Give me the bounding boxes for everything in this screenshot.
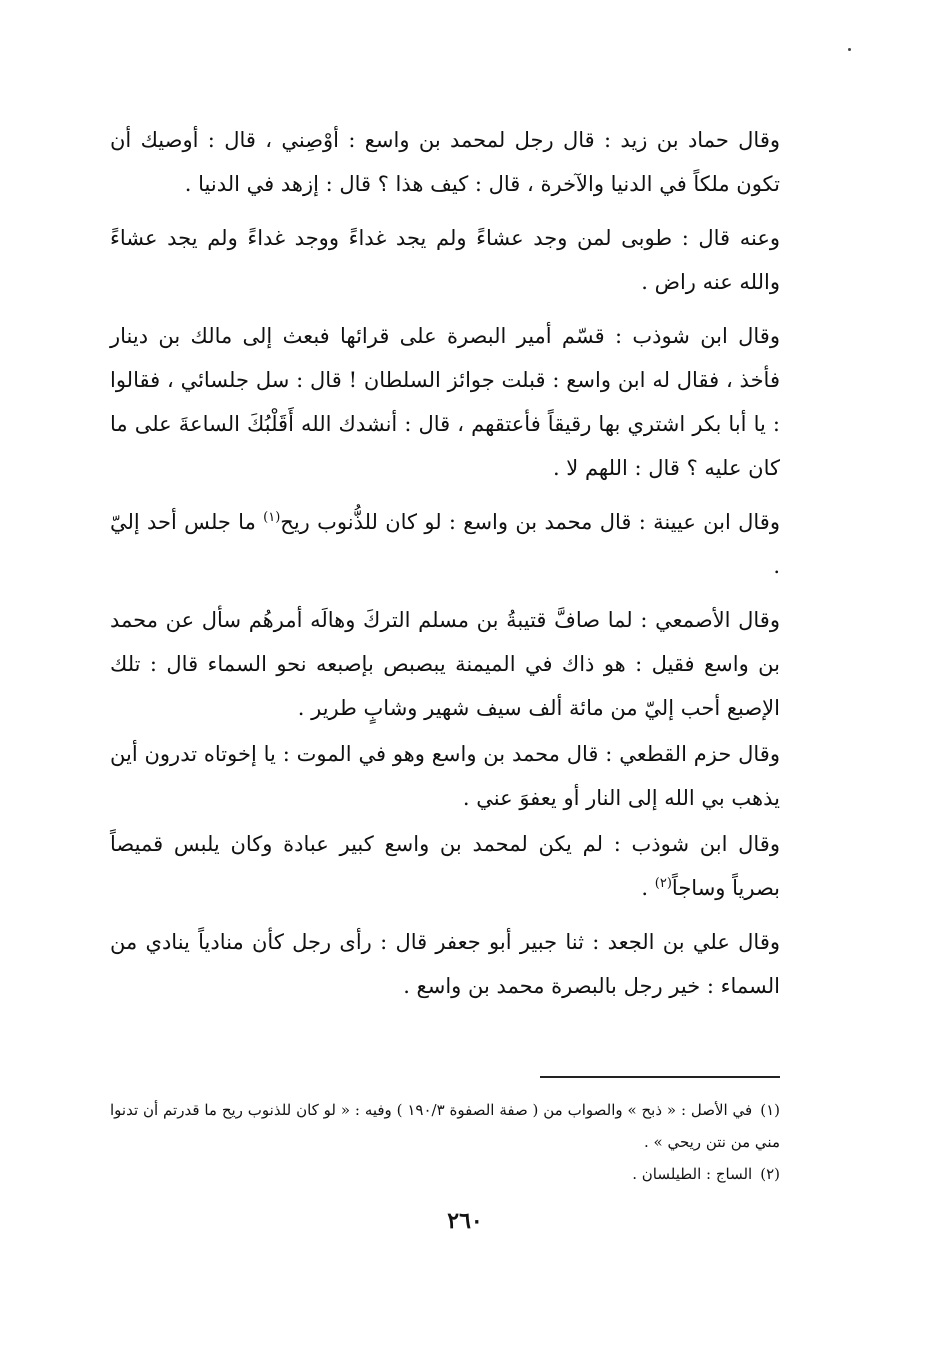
footnote-2-text: الساج : الطيلسان . bbox=[632, 1165, 753, 1183]
footnote-1 bbox=[110, 1094, 780, 1158]
paragraph-4-tail: ما جلس أحد إليّ . bbox=[110, 510, 780, 578]
paragraph-1: وقال حماد بن زيد : قال رجل لمحمد بن واسع : أوْصِني ، قال : أوصيك أن تكون ملكاً في الدنيا والآخرة ، قال : كيف هذا ؟ قال : إزهد في الدنيا . bbox=[110, 128, 780, 196]
footnote-1-text: في الأصل : « ذبح » والصواب من ( صفة الصفوة ١٩٠/٣ ) وفيه : « لو كان للذنوب ريح ما قدرتم أن تدنوا مني من نتن ريحي » . bbox=[110, 1101, 780, 1151]
paragraph-2: وعنه قال : طوبى لمن وجد عشاءً ولم يجد غداءً ووجد غداءً ولم يجد عشاءً والله عنه راض . bbox=[110, 226, 780, 294]
paragraph-8: وقال علي بن الجعد : ثنا جبير أبو جعفر قال : رأى رجل كأن منادياً ينادي من السماء : خير رجل بالبصرة محمد بن واسع . bbox=[110, 930, 780, 998]
paragraph-4-text: وقال ابن عيينة : قال محمد بن واسع : لو كان للذُّنوب ريح bbox=[280, 510, 780, 534]
paragraph-7-text: وقال ابن شوذب : لم يكن لمحمد بن واسع كبير عبادة وكان يلبس قميصاً بصرياً وساجاً bbox=[110, 832, 780, 900]
paragraph-7 bbox=[110, 822, 780, 910]
paragraph-5: وقال الأصمعي : لما صافَّ قتيبةُ بن مسلم التركَ وهالَه أمرهُم سأل عن محمد بن واسع فقيل : هو ذاك في الميمنة يبصبص بإصبعه نحو السماء قال : تلك الإصبع أحب إليّ من مائة ألف سيف شهير وشابٍ طرير . bbox=[110, 608, 780, 720]
footnote-2-number: (٢) bbox=[760, 1165, 780, 1183]
footnotes bbox=[110, 1094, 780, 1190]
footnote-ref-1: (١) bbox=[263, 510, 281, 525]
footnote-1-number: (١) bbox=[760, 1101, 780, 1119]
footnote-ref-2: (٢) bbox=[654, 876, 672, 891]
scan-speck bbox=[848, 48, 851, 51]
paragraph-4 bbox=[110, 500, 780, 588]
paragraph-7-tail: . bbox=[641, 876, 655, 900]
footnote-2 bbox=[110, 1158, 780, 1190]
paragraph-6: وقال حزم القطعي : قال محمد بن واسع وهو في الموت : يا إخوتاه تدرون أين يذهب بي الله إلى النار أو يعفوَ عني . bbox=[110, 742, 780, 810]
page-body bbox=[110, 118, 780, 1018]
paragraph-3: وقال ابن شوذب : قسّم أمير البصرة على قرائها فبعث إلى مالك بن دينار فأخذ ، فقال له ابن واسع : قبلت جوائز السلطان ! قال : سل جلسائي ، فقالوا : يا أبا بكر اشتري بها رقيقاً فأعتقهم ، قال : أنشدك الله أَقَلْبُكَ الساعةَ على ما كان عليه ؟ قال : اللهم لا . bbox=[110, 324, 780, 480]
footnote-divider bbox=[540, 1076, 780, 1078]
page-number: ٢٦٠ bbox=[447, 1208, 483, 1234]
